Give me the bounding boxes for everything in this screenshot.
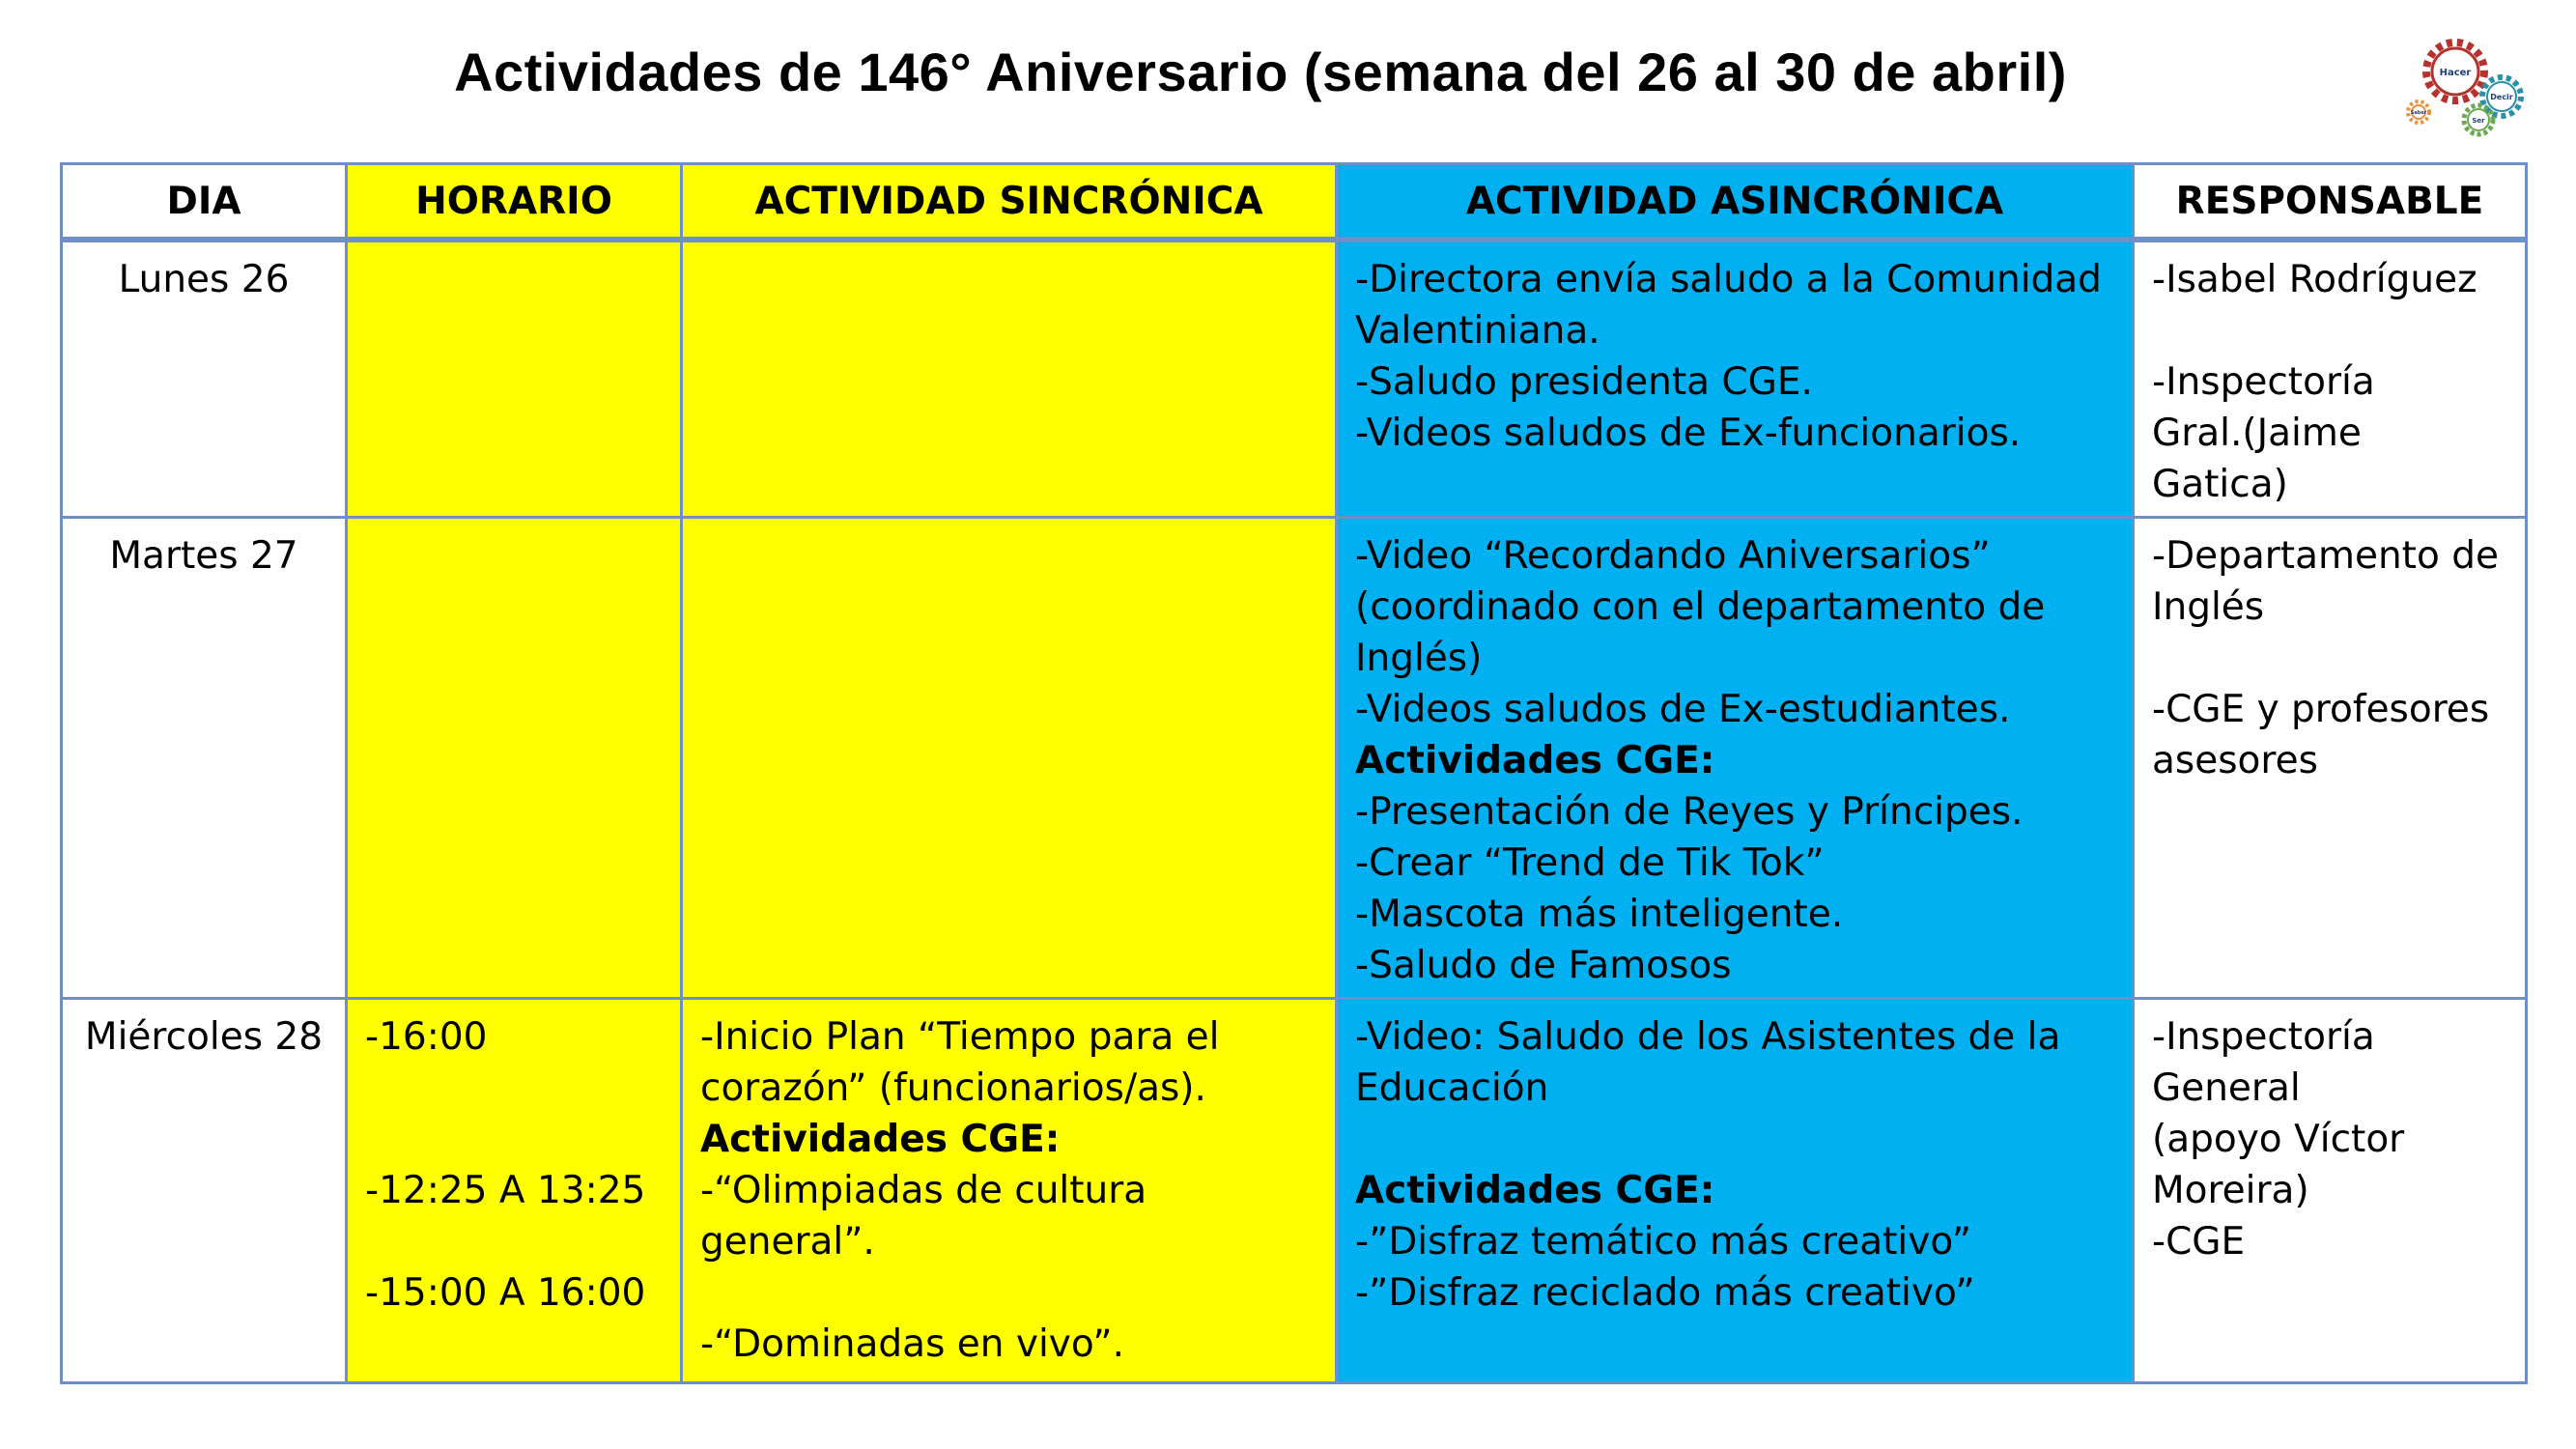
activity-line: -Videos saludos de Ex-estudiantes. (1355, 688, 2011, 731)
sincronica-cell (682, 999, 1337, 1383)
responsable-cell (2134, 240, 2527, 518)
horario-cell (347, 240, 682, 518)
activity-line: Inglés) (1355, 637, 1483, 680)
activity-heading: Actividades CGE: (700, 1118, 1061, 1161)
schedule-table (60, 162, 2528, 1384)
activity-line: -“Olimpiadas de cultura general”. (700, 1169, 1147, 1264)
responsable-line: Moreira) (2152, 1169, 2309, 1212)
day-cell: Martes 27 (62, 518, 347, 999)
responsable-line: -Inspectoría (2152, 360, 2375, 404)
activity-line: -Video “Recordando Aniversarios” (1355, 534, 1991, 578)
responsable-line: asesores (2152, 739, 2318, 782)
activity-line: -”Disfraz temático más creativo” (1355, 1220, 1971, 1264)
responsable-line: -CGE y profesores (2152, 688, 2490, 731)
header-asincronica: ACTIVIDAD ASINCRÓNICA (1337, 164, 2134, 241)
header-row (62, 164, 2527, 241)
activity-heading: Actividades CGE: (1355, 1169, 1715, 1212)
activity-line: -Presentación de Reyes y Príncipes. (1355, 790, 2024, 834)
logo-word-ser: Ser (2472, 117, 2485, 125)
horario-cell (347, 518, 682, 999)
activity-line: Educación (1355, 1066, 1549, 1110)
responsable-line: (apoyo Víctor (2152, 1118, 2405, 1161)
header-horario: HORARIO (347, 164, 682, 241)
day-cell: Miércoles 28 (62, 999, 347, 1383)
activity-line: -Videos saludos de Ex-funcionarios. (1355, 412, 2022, 455)
table-row (62, 240, 2527, 518)
asincronica-cell (1337, 240, 2134, 518)
gears-logo (2395, 35, 2540, 141)
responsable-line: -Departamento de (2152, 534, 2499, 578)
asincronica-cell (1337, 999, 2134, 1383)
horario-line: -15:00 A 16:00 (365, 1271, 646, 1315)
sincronica-cell (682, 240, 1337, 518)
logo-word-decir: Decir (2490, 93, 2513, 101)
responsable-line: Inglés (2152, 585, 2265, 629)
table-row (62, 518, 2527, 999)
sincronica-cell (682, 518, 1337, 999)
responsable-cell (2134, 999, 2527, 1383)
activity-line: -“Dominadas en vivo”. (700, 1322, 1124, 1366)
page-title: Actividades de 146° Aniversario (semana del 26 al 30 de abril) (454, 42, 2067, 102)
activity-heading: Actividades CGE: (1355, 739, 1715, 782)
logo-word-saber: Saber (2410, 110, 2427, 116)
activity-line: -Saludo de Famosos (1355, 944, 1732, 987)
activity-line: -Inicio Plan “Tiempo para el (700, 1015, 1220, 1059)
activity-line: -Video: Saludo de los Asistentes de la (1355, 1015, 2061, 1059)
activity-line: -Directora envía saludo a la Comunidad (1355, 258, 2102, 301)
horario-line: -16:00 (365, 1015, 488, 1059)
activity-line: -”Disfraz reciclado más creativo” (1355, 1271, 1975, 1315)
table-row (62, 999, 2527, 1383)
header-responsable: RESPONSABLE (2134, 164, 2527, 241)
logo-word-hacer: Hacer (2439, 68, 2472, 78)
responsable-line: -Inspectoría (2152, 1015, 2375, 1059)
responsable-line: -CGE (2152, 1220, 2246, 1264)
asincronica-cell (1337, 518, 2134, 999)
responsable-line: Gral.(Jaime Gatica) (2152, 412, 2362, 506)
responsable-line: General (2152, 1066, 2301, 1110)
header-dia: DIA (62, 164, 347, 241)
activity-line: -Saludo presidenta CGE. (1355, 360, 1813, 404)
horario-cell (347, 999, 682, 1383)
responsable-cell (2134, 518, 2527, 999)
horario-line: -12:25 A 13:25 (365, 1169, 646, 1212)
activity-line: -Mascota más inteligente. (1355, 893, 1844, 936)
activity-line: (coordinado con el departamento de (1355, 585, 2046, 629)
activity-line: Valentiniana. (1355, 309, 1600, 353)
day-cell: Lunes 26 (62, 240, 347, 518)
activity-line: corazón” (funcionarios/as). (700, 1066, 1206, 1110)
activity-line: -Crear “Trend de Tik Tok” (1355, 841, 1825, 885)
header-sincronica: ACTIVIDAD SINCRÓNICA (682, 164, 1337, 241)
responsable-line: -Isabel Rodríguez (2152, 258, 2477, 301)
